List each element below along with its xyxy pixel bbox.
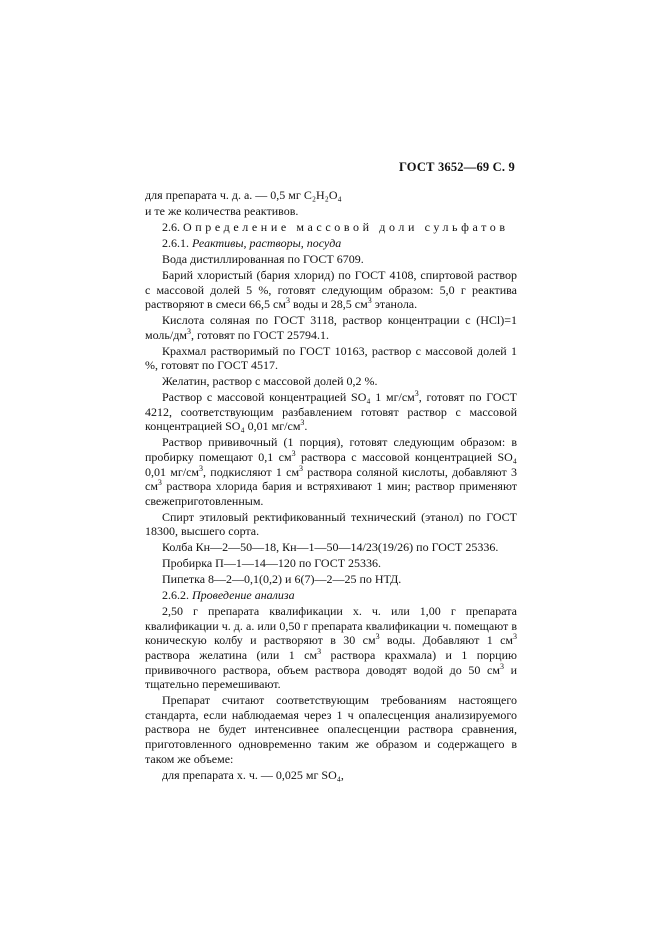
superscript: 3 bbox=[199, 463, 204, 473]
text-run: , готовят по ГОСТ 4212, соответствующим разбавлением готовят раствор с массовой концентрацией SO₄ 0,01 мг/см bbox=[145, 390, 518, 434]
text-run: раствора хлорида бария и встряхивают 1 мин; раствор применяют свежеприготовленным. bbox=[145, 479, 517, 508]
paragraph-procedure bbox=[145, 604, 517, 692]
paragraph-2: и те же количества реактивов. bbox=[145, 203, 299, 218]
document-body bbox=[145, 188, 517, 784]
text-run: Раствор прививочный (1 порция), готовят следующим образом: в пробирку помещают 0,1 см bbox=[145, 435, 517, 464]
text-run: Раствор с массовой концентрацией SO₄ 1 мг/см bbox=[162, 390, 415, 405]
superscript: 3 bbox=[285, 296, 290, 306]
paragraph-flask: Колба Кн—2—50—18, Кн—1—50—14/23(19/26) по ГОСТ 25336. bbox=[162, 540, 499, 555]
text-run: воды. Добавляют 1 см bbox=[379, 633, 513, 648]
superscript: 3 bbox=[291, 449, 296, 458]
superscript: 3 bbox=[513, 632, 517, 642]
subsection-number: 2.6.2. bbox=[162, 588, 189, 603]
text-run: , подкисляют 1 см bbox=[203, 464, 300, 479]
superscript: 3 bbox=[157, 478, 162, 488]
text-run: и тщательно перемешивают. bbox=[145, 662, 517, 692]
superscript: 3 bbox=[499, 661, 504, 671]
subsection-title: Проведение анализа bbox=[192, 588, 295, 603]
paragraph-gelatin: Желатин, раствор с массовой долей 0,2 %. bbox=[162, 374, 378, 389]
section-heading-2-6 bbox=[145, 220, 517, 235]
paragraph-sulfate-solution bbox=[145, 390, 517, 434]
paragraph-criteria: Препарат считают соответствующим требованиям настоящего стандарта, если наблюдаемая через 1 ч опалесценция анализируемого раствора не будет интенсивнее опалесценции раствора сравнения, приготовленного одновременно таким же образом и содержащего в таком же объеме: bbox=[145, 693, 517, 766]
paragraph-test-tube: Пробирка П—1—14—120 по ГОСТ 25336. bbox=[162, 556, 382, 571]
paragraph-hydrochloric-acid bbox=[145, 313, 517, 342]
subsection-heading-2-6-1 bbox=[145, 236, 517, 251]
text-run: 2,50 г препарата квалификации х. ч. или 1,00 г препарата квалификации ч. д. а. или 0,50 г препарата квалификации ч. помещают в коническую колбу и растворяют в 30 см bbox=[145, 604, 517, 648]
superscript: 3 bbox=[186, 326, 191, 336]
paragraph-pipette: Пипетка 8—2—0,1(0,2) и 6(7)—2—25 по НТД. bbox=[162, 572, 402, 587]
text-run: этанола. bbox=[371, 297, 418, 312]
section-number: 2.6. bbox=[162, 219, 180, 234]
superscript: 3 bbox=[375, 632, 380, 642]
subsection-number: 2.6.1. bbox=[162, 235, 189, 250]
text-run: Барий хлористый (бария хлорид) по ГОСТ 4108, спиртовой раствор с массовой долей 5 %, готовят следующим образом: 5,0 г реактива растворяют в смеси 66,5 см bbox=[145, 267, 517, 312]
paragraph-1: для препарата ч. д. а. — 0,5 мг C₂H₂O₄ bbox=[145, 188, 342, 202]
text-run: Кислота соляная по ГОСТ 3118, раствор концентрации с (HCl)=1 моль/дм bbox=[145, 313, 517, 342]
subsection-heading-2-6-2 bbox=[145, 588, 517, 603]
superscript: 3 bbox=[317, 647, 322, 657]
page-header: ГОСТ 3652—69 С. 9 bbox=[398, 160, 515, 174]
superscript: 3 bbox=[300, 418, 305, 428]
paragraph-chemically-pure: для препарата х. ч. — 0,025 мг SO₄, bbox=[162, 767, 344, 782]
section-title: Определение массовой доли сульфатов bbox=[183, 219, 509, 234]
text-run: , готовят по ГОСТ 25794.1. bbox=[190, 327, 329, 342]
text-run: раствора с массовой концентрацией SO₄ 0,01 мг/см bbox=[145, 450, 517, 479]
paragraph-barium-chloride bbox=[145, 268, 517, 312]
subsection-title: Реактивы, растворы, посуда bbox=[192, 235, 342, 250]
text-run: раствора крахмала) и 1 порцию прививочного раствора, объем раствора доводят водой до 50 см bbox=[145, 648, 517, 677]
superscript: 3 bbox=[414, 389, 419, 399]
superscript: 3 bbox=[299, 463, 304, 473]
paragraph-ethanol: Спирт этиловый ректификованный технический (этанол) по ГОСТ 18300, высшего сорта. bbox=[145, 509, 517, 539]
text-run: раствора желатина (или 1 см bbox=[145, 648, 318, 663]
paragraph-starch: Крахмал растворимый по ГОСТ 10163, раствор с массовой долей 1 %, готовят по ГОСТ 4517. bbox=[145, 343, 517, 373]
paragraph-seed-solution bbox=[145, 435, 517, 508]
text-run: воды и 28,5 см bbox=[289, 297, 368, 312]
text-run: раствора соляной кислоты, добавляют 3 см bbox=[145, 464, 517, 494]
paragraph-water: Вода дистиллированная по ГОСТ 6709. bbox=[162, 251, 364, 266]
text-run: . bbox=[304, 419, 308, 434]
superscript: 3 bbox=[367, 296, 372, 306]
